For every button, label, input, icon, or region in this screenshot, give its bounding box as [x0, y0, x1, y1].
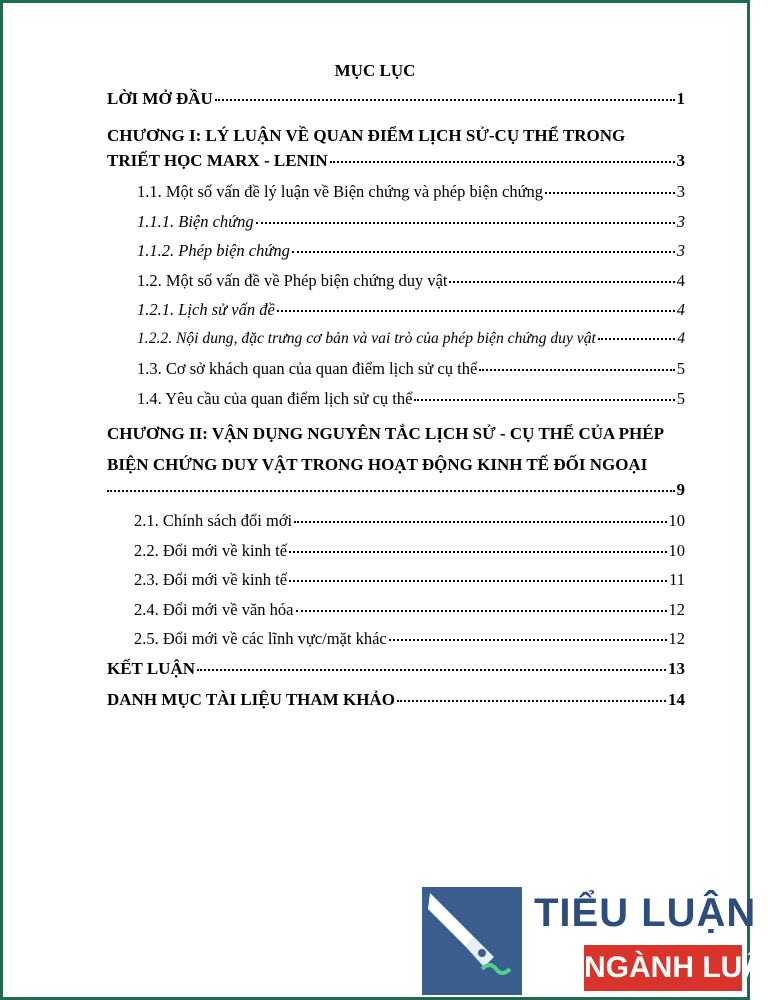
page-number: 3 — [676, 151, 685, 170]
page-number: 9 — [676, 480, 685, 499]
toc-entry-2-5[interactable]: 2.5. Đổi mới về các lĩnh vực/mặt khác 12 — [134, 629, 685, 648]
pen-nib-icon — [422, 887, 522, 995]
page-number: 5 — [676, 359, 685, 378]
toc-entry-chapter2-line2[interactable]: BIỆN CHỨNG DUY VẬT TRONG HOẠT ĐỘNG KINH TẾ ĐỐI NGOẠI — [107, 455, 648, 474]
toc-entry-chapter1-line1[interactable]: CHƯƠNG I: LÝ LUẬN VỀ QUAN ĐIỂM LỊCH SỬ-CỤ THỂ TRONG — [107, 126, 626, 145]
toc-title: MỤC LỤC — [334, 61, 416, 80]
toc-entry-references[interactable]: DANH MỤC TÀI LIỆU THAM KHẢO 14 — [107, 689, 685, 709]
page-number: 4 — [677, 329, 685, 347]
page-number: 11 — [669, 570, 685, 589]
toc-entry-1-1-2[interactable]: 1.1.2. Phép biện chứng 3 — [137, 241, 685, 260]
toc-entry-2-3[interactable]: 2.3. Đổi mới về kinh tế 11 — [134, 570, 685, 589]
toc-entry-1-3[interactable]: 1.3. Cơ sở khách quan của quan điểm lịch sử cụ thể 5 — [137, 359, 685, 378]
toc-entry-2-2[interactable]: 2.2. Đổi mới về kinh tế 10 — [134, 540, 685, 560]
toc-entry-conclusion[interactable]: KẾT LUẬN 13 — [107, 658, 685, 678]
brand-logo — [422, 887, 782, 997]
page-number: 12 — [668, 599, 685, 619]
toc-entry-1-2[interactable]: 1.2. Một số vấn đề về Phép biện chứng duy vật 4 — [137, 270, 685, 290]
page-number: 3 — [676, 211, 685, 231]
toc-entry-1-1[interactable]: 1.1. Một số vấn đề lý luận về Biện chứng và phép biện chứng 3 — [137, 182, 685, 201]
toc-entry-1-1-1[interactable]: 1.1.1. Biện chứng 3 — [137, 211, 685, 231]
page-number: 1 — [676, 89, 685, 108]
toc-entry-chapter2-line1[interactable]: CHƯƠNG II: VẬN DỤNG NGUYÊN TẮC LỊCH SỬ - CỤ THỂ CỦA PHÉP — [107, 424, 664, 443]
toc-entry-1-4[interactable]: 1.4. Yêu cầu của quan điểm lịch sử cụ thể 5 — [137, 388, 685, 408]
page-number: 4 — [676, 300, 685, 319]
toc-entry-1-2-2[interactable]: 1.2.2. Nội dung, đặc trưng cơ bản và vai trò của phép biện chứng duy vật 4 — [137, 329, 685, 347]
toc-entry-chapter1[interactable]: TRIẾT HỌC MARX - LENIN 3 — [107, 151, 685, 170]
toc-entry-chapter2[interactable] — [107, 480, 685, 511]
page-number: 4 — [676, 270, 685, 290]
page-number: 10 — [668, 511, 685, 530]
toc-entry-2-1[interactable]: 2.1. Chính sách đổi mới 10 — [134, 511, 685, 530]
page-number: 3 — [676, 241, 685, 260]
toc-entry-intro[interactable]: LỜI MỞ ĐẦU 1 — [107, 89, 685, 108]
toc-entry-2-4[interactable]: 2.4. Đổi mới về văn hóa 12 — [134, 599, 685, 619]
page-number: 5 — [676, 388, 685, 408]
logo-text-top: TIỂU LUẬN — [534, 891, 757, 935]
page-number: 3 — [676, 182, 685, 201]
page-number: 13 — [668, 658, 685, 678]
page-number: 12 — [668, 629, 685, 648]
page-number: 14 — [668, 689, 685, 709]
table-of-contents — [107, 89, 685, 721]
toc-entry-1-2-1[interactable]: 1.2.1. Lịch sử vấn đề 4 — [137, 300, 685, 319]
logo-text-bottom: NGÀNH LUẬT — [584, 945, 742, 991]
page-number: 10 — [668, 540, 685, 560]
